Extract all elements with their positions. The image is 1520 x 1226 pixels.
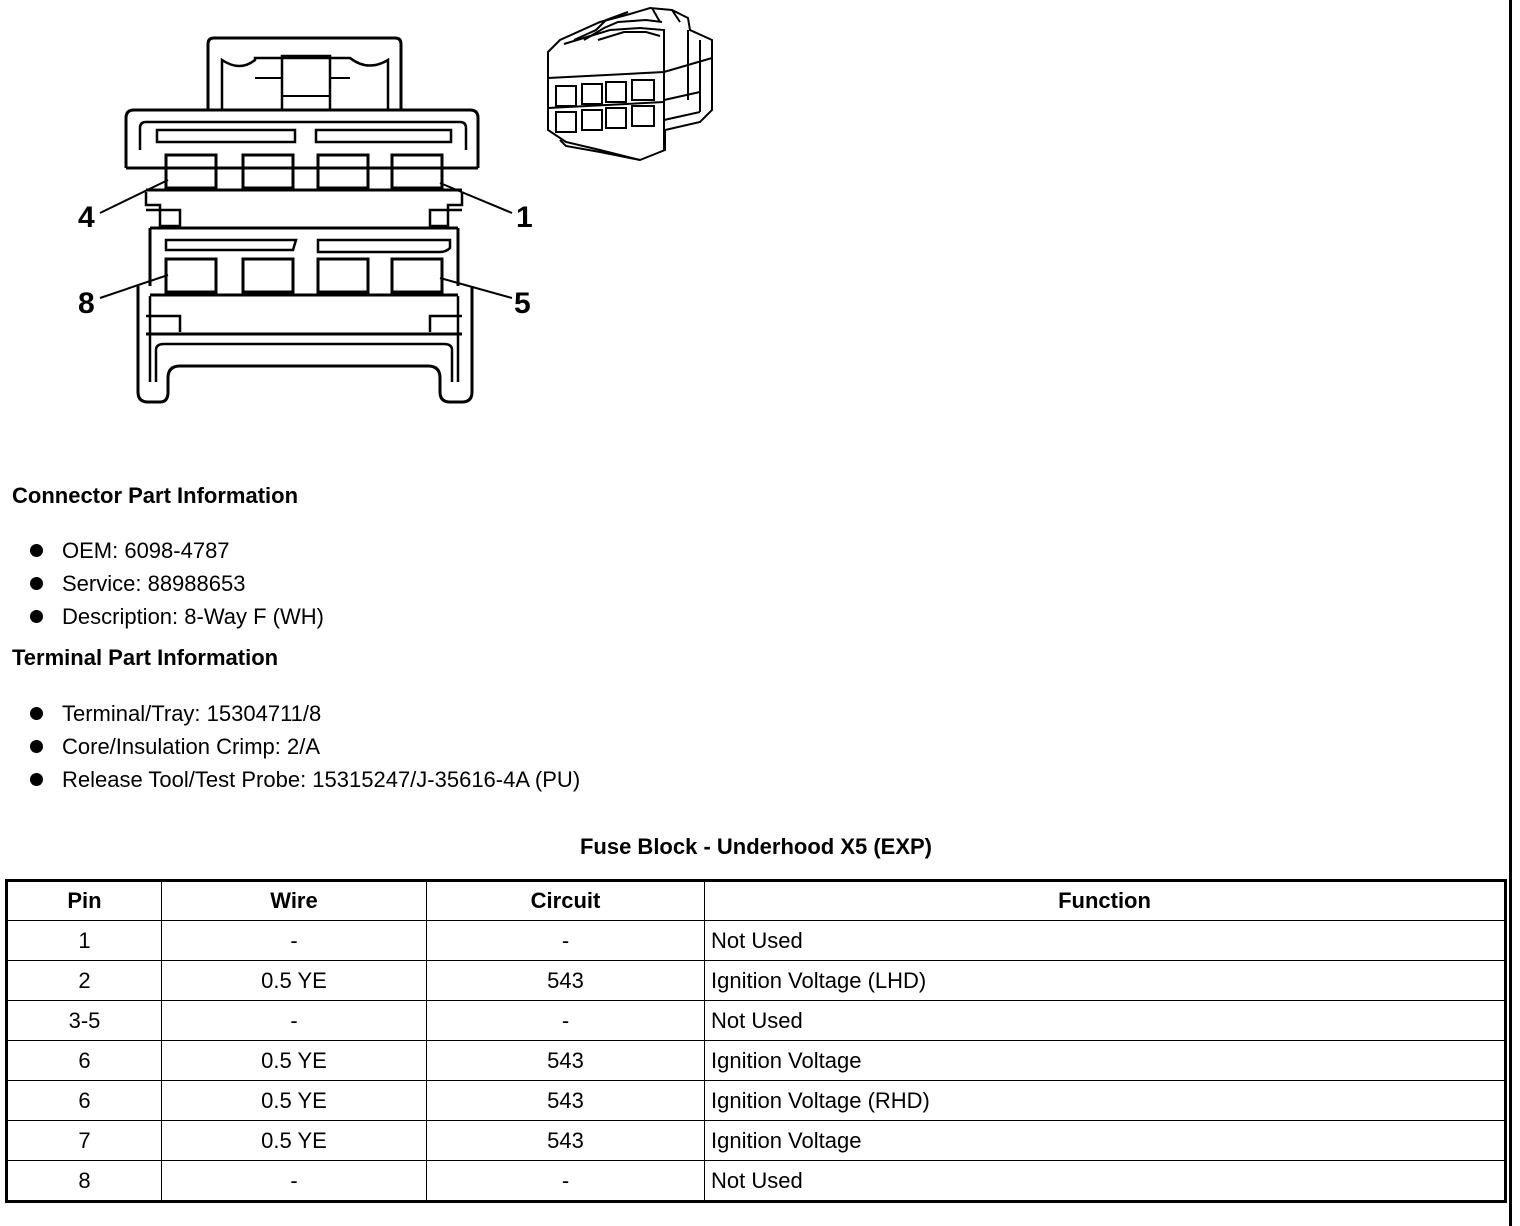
wire-cell: - — [162, 1001, 427, 1041]
pin-cell: 6 — [7, 1041, 162, 1081]
function-cell: Ignition Voltage — [705, 1121, 1506, 1161]
pin-label-1: 1 — [516, 201, 533, 234]
circuit-cell: - — [427, 921, 705, 961]
table-row — [7, 921, 1506, 961]
pin-table — [5, 879, 1507, 1203]
page-border-right — [1509, 0, 1512, 1226]
circuit-cell: - — [427, 1161, 705, 1202]
list-item: Service: 88988653 — [30, 567, 324, 600]
circuit-cell: - — [427, 1001, 705, 1041]
pin-label-5: 5 — [514, 287, 531, 320]
wire-cell: 0.5 YE — [162, 961, 427, 1001]
connector-face-diagram — [60, 0, 550, 420]
table-header-row — [7, 881, 1506, 921]
terminal-part-info-list — [30, 697, 580, 796]
wire-cell: 0.5 YE — [162, 1121, 427, 1161]
table-row — [7, 1161, 1506, 1202]
list-item: Core/Insulation Crimp: 2/A — [30, 730, 580, 763]
wire-cell: 0.5 YE — [162, 1081, 427, 1121]
function-cell: Ignition Voltage (RHD) — [705, 1081, 1506, 1121]
connector-isometric-illustration — [540, 0, 730, 170]
circuit-cell: 543 — [427, 1081, 705, 1121]
table-caption: Fuse Block - Underhood X5 (EXP) — [579, 834, 933, 859]
pin-cell: 7 — [7, 1121, 162, 1161]
pin-label-8: 8 — [78, 287, 95, 320]
table-row — [7, 1121, 1506, 1161]
list-item: Description: 8-Way F (WH) — [30, 600, 324, 633]
wire-cell: - — [162, 921, 427, 961]
circuit-cell: 543 — [427, 1121, 705, 1161]
circuit-cell: 543 — [427, 961, 705, 1001]
table-row — [7, 1001, 1506, 1041]
pin-cell: 1 — [7, 921, 162, 961]
connector-part-info-list — [30, 534, 324, 633]
function-cell: Ignition Voltage — [705, 1041, 1506, 1081]
pin-label-4: 4 — [78, 201, 95, 234]
function-cell: Ignition Voltage (LHD) — [705, 961, 1506, 1001]
connector-part-info-heading: Connector Part Information — [12, 483, 299, 508]
column-header-function: Function — [705, 881, 1506, 921]
function-cell: Not Used — [705, 1161, 1506, 1202]
list-item: Terminal/Tray: 15304711/8 — [30, 697, 580, 730]
wire-cell: - — [162, 1161, 427, 1202]
column-header-circuit: Circuit — [427, 881, 705, 921]
table-row — [7, 961, 1506, 1001]
table-row — [7, 1041, 1506, 1081]
function-cell: Not Used — [705, 921, 1506, 961]
circuit-cell: 543 — [427, 1041, 705, 1081]
pin-cell: 6 — [7, 1081, 162, 1121]
column-header-wire: Wire — [162, 881, 427, 921]
list-item: Release Tool/Test Probe: 15315247/J-35616-4A (PU) — [30, 763, 580, 796]
column-header-pin: Pin — [7, 881, 162, 921]
pin-cell: 2 — [7, 961, 162, 1001]
wire-cell: 0.5 YE — [162, 1041, 427, 1081]
table-row — [7, 1081, 1506, 1121]
pin-cell: 3-5 — [7, 1001, 162, 1041]
list-item: OEM: 6098-4787 — [30, 534, 324, 567]
terminal-part-info-heading: Terminal Part Information — [12, 645, 279, 670]
function-cell: Not Used — [705, 1001, 1506, 1041]
pin-cell: 8 — [7, 1161, 162, 1202]
